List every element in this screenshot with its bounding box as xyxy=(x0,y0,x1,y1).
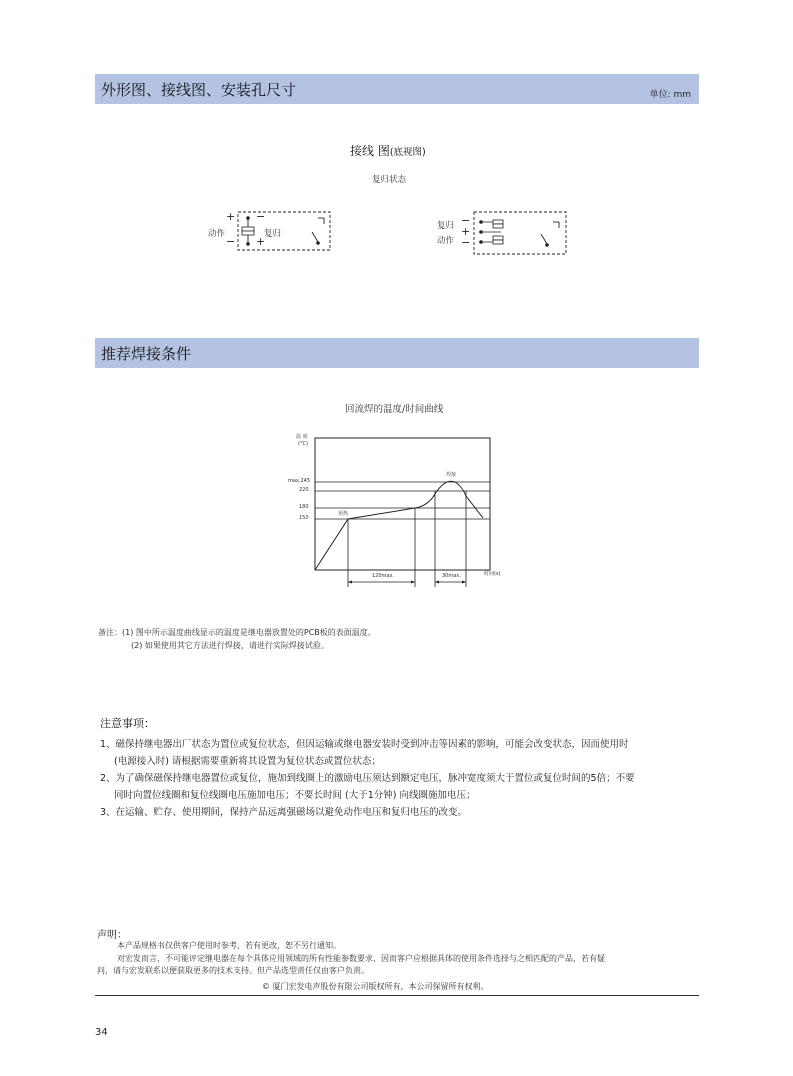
wiring-title xyxy=(350,142,426,159)
temperature-curve xyxy=(315,481,483,570)
action-label: 动作 xyxy=(208,229,226,239)
plus-sign: + xyxy=(226,210,236,223)
note-line: 2、为了确保磁保持继电器置位或复位，施加到线圈上的激励电压须达到额定电压，脉冲宽度须大于置位或复位时间的5倍；不要 xyxy=(100,773,635,784)
reset-label: 复归 xyxy=(264,229,282,239)
chart-title: 回流焊的温度/时间曲线 xyxy=(345,404,444,415)
reset-label: 复归 xyxy=(437,221,455,231)
reset-state-label: 复归状态 xyxy=(372,175,407,185)
section-title: 推荐焊接条件 xyxy=(101,345,192,363)
y-axis-label: 温 度 xyxy=(296,434,308,440)
page-number: 34 xyxy=(95,1027,108,1038)
declaration-line: 本产品规格书仅供客户使用时参考，若有更改，恕不另行通知。 xyxy=(117,941,341,950)
unit-label: 单位: mm xyxy=(649,90,691,100)
note-line: 1、磁保持继电器出厂状态为置位或复位状态，但因运输或继电器安装时受到冲击等因素的影响，可能会改变状态，因而使用时 xyxy=(100,739,629,750)
minus-sign: − xyxy=(226,235,236,248)
preheat-label: 预热 xyxy=(338,511,349,517)
remarks-lead: 备注： xyxy=(98,628,122,637)
section-header-dimensions xyxy=(95,74,699,104)
footer-divider xyxy=(95,995,699,996)
declaration-title: 声明： xyxy=(97,930,127,941)
wiring-diagram-right xyxy=(435,208,575,258)
remark-2: (2) 如果使用其它方法进行焊接，请进行实际焊接试验。 xyxy=(131,641,329,650)
y-tick-label: 150 xyxy=(299,515,309,521)
wiring-right-svg xyxy=(435,208,575,258)
x-axis-label: 时间(s) xyxy=(484,571,501,577)
wiring-diagram-left xyxy=(200,208,340,253)
dimension-120-label: 120max. xyxy=(372,573,395,579)
minus-sign: − xyxy=(256,210,266,223)
minus-sign: − xyxy=(461,214,471,227)
note-line: 3、在运输、贮存、使用期间，保持产品远离强磁场以避免动作电压和复归电压的改变。 xyxy=(100,807,468,818)
copyright: © 厦门宏发电声股份有限公司版权所有，本公司保留所有权利。 xyxy=(262,982,489,991)
y-tick-label: 180 xyxy=(299,504,309,510)
wiring-title-sub: (底视图) xyxy=(389,147,426,158)
solder-label: 焊接 xyxy=(446,472,457,478)
action-label: 动作 xyxy=(437,236,455,246)
remarks xyxy=(98,627,376,638)
note-line: (电源接入时) 请根据需要重新将其设置为复位状态或置位状态； xyxy=(114,756,381,767)
declaration-line: 问，请与宏发联系以便获取更多的技术支持。但产品选型责任仅由客户负责。 xyxy=(97,966,369,975)
reflow-chart xyxy=(290,430,520,590)
note-line: 同时向置位线圈和复位线圈电压施加电压；不要长时间 (大于1分钟) 向线圈施加电压； xyxy=(114,790,476,801)
y-tick-label: 220 xyxy=(299,487,309,493)
dimension-30-label: 30max. xyxy=(442,573,461,579)
reflow-chart-svg xyxy=(290,430,520,590)
notes-title: 注意事项： xyxy=(100,717,155,730)
plus-sign: + xyxy=(256,235,266,248)
remark-1: (1) 图中所示温度曲线显示的温度是继电器放置处的PCB板的表面温度。 xyxy=(122,628,376,637)
section-title: 外形图、接线图、安装孔尺寸 xyxy=(101,81,297,99)
wiring-title-main: 接线 图 xyxy=(350,144,390,158)
y-axis-unit: (°C) xyxy=(298,441,308,447)
y-tick-label: max.245 xyxy=(288,478,311,484)
section-header-soldering xyxy=(95,338,699,368)
minus-sign: − xyxy=(461,236,471,249)
chart-frame xyxy=(315,438,490,570)
plus-sign: + xyxy=(461,225,471,238)
declaration-line: 对宏发而言，不可能评定继电器在每个具体应用领域的所有性能参数要求，因而客户应根据具体的使用条件选择与之相匹配的产品，若有疑 xyxy=(117,954,605,963)
